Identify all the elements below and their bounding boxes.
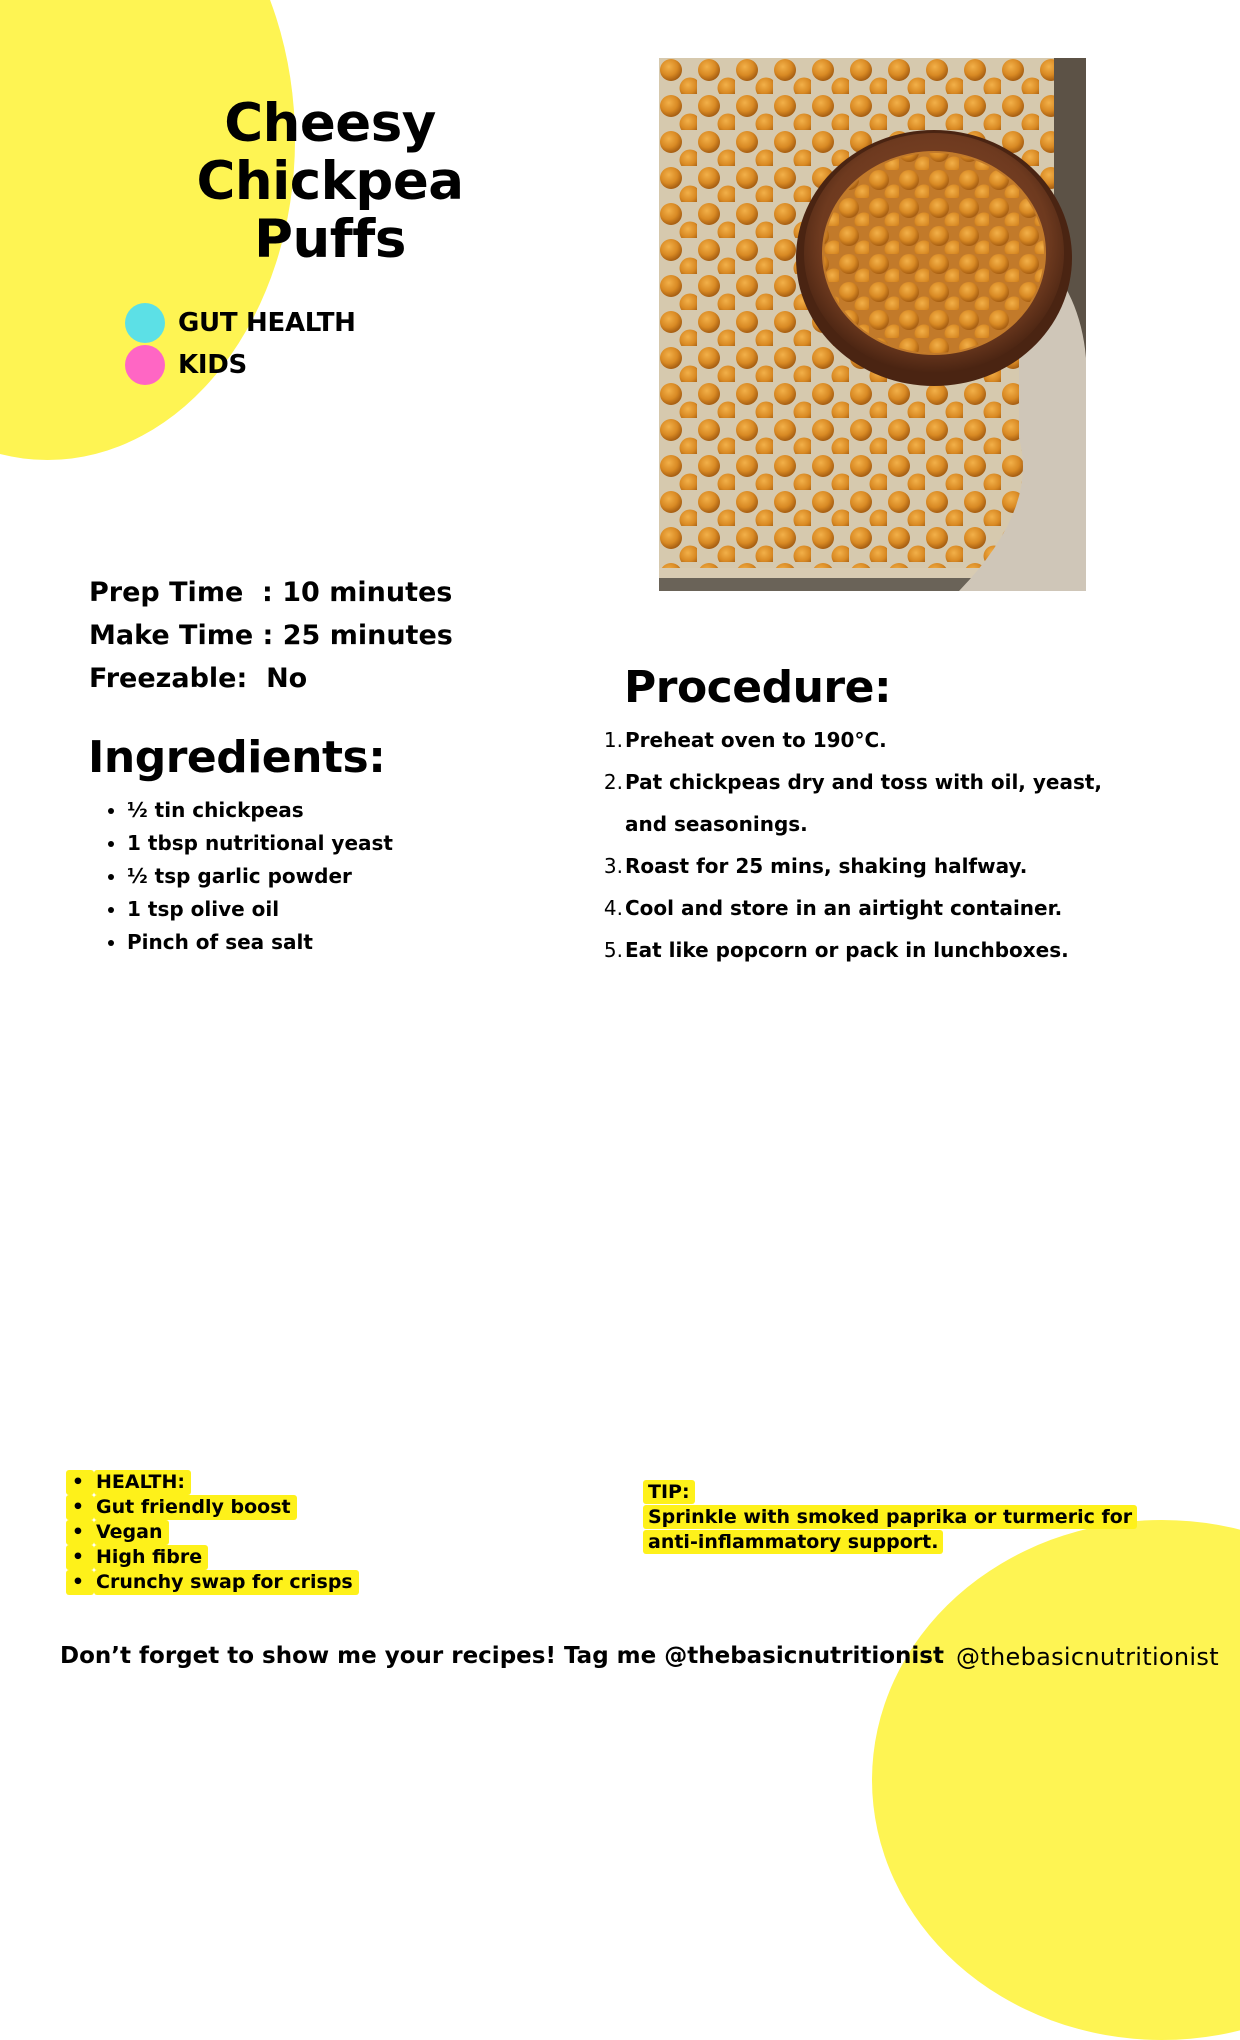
health-item [66, 1470, 359, 1495]
chickpea-photo [659, 58, 1086, 591]
procedure-step [603, 887, 1135, 929]
step-text: Eat like popcorn or pack in lunchboxes. [625, 938, 1069, 962]
health-text: HEALTH: [94, 1470, 191, 1495]
health-text: Vegan [94, 1520, 169, 1545]
recipe-meta [89, 571, 453, 700]
roasted-chickpeas-image [659, 58, 1086, 591]
health-text: Gut friendly boost [94, 1495, 297, 1520]
step-text: Pat chickpeas dry and toss with oil, yeast, and seasonings. [625, 770, 1103, 836]
ingredient-item: • 1 tsp olive oil [127, 893, 393, 926]
title-line-1: Cheesy Chickpea [196, 93, 464, 212]
prep-time: Prep Time : 10 minutes [89, 577, 453, 608]
step-text: Preheat oven to 190°C. [625, 728, 887, 752]
social-handle: @thebasicnutritionist [956, 1643, 1219, 1671]
step-number: 3. [603, 854, 623, 878]
tag-kids [125, 344, 356, 386]
tip-text: Sprinkle with smoked paprika or turmeric for anti-inflammatory support. [643, 1505, 1137, 1554]
tip-label: TIP: [643, 1480, 695, 1504]
tag-label: KIDS [178, 350, 247, 380]
procedure-step [603, 719, 1135, 761]
tip-box [643, 1480, 1163, 1555]
step-number: 4. [603, 896, 623, 920]
ingredient-item: • 1 tbsp nutritional yeast [127, 827, 393, 860]
bullet-icon: • [66, 1470, 94, 1495]
procedure-step [603, 929, 1135, 971]
health-item [66, 1570, 359, 1595]
bullet-icon: • [66, 1570, 94, 1595]
tag-label: GUT HEALTH [178, 308, 356, 338]
health-text: Crunchy swap for crisps [94, 1570, 359, 1595]
ingredients-heading: Ingredients: [88, 732, 386, 783]
pink-dot-icon [125, 345, 165, 385]
procedure-step [603, 845, 1135, 887]
step-text: Cool and store in an airtight container. [625, 896, 1063, 920]
ingredient-item: • ½ tsp garlic powder [127, 860, 393, 893]
make-time: Make Time : 25 minutes [89, 620, 453, 651]
procedure-step [603, 761, 1135, 845]
freezable: Freezable: No [89, 663, 308, 694]
title-line-2: Puffs [254, 209, 406, 270]
health-item [66, 1495, 359, 1520]
recipe-title [90, 95, 570, 269]
bullet-icon: • [66, 1545, 94, 1570]
health-list [66, 1470, 359, 1595]
bullet-icon: • [66, 1495, 94, 1520]
cyan-dot-icon [125, 303, 165, 343]
step-text: Roast for 25 mins, shaking halfway. [625, 854, 1028, 878]
ingredient-item: • Pinch of sea salt [127, 926, 393, 959]
procedure-list [603, 719, 1135, 971]
step-number: 1. [603, 728, 623, 752]
ingredient-item: • ½ tin chickpeas [127, 794, 393, 827]
step-number: 2. [603, 770, 623, 794]
ingredients-list [90, 794, 393, 959]
decorative-yellow-circle-bottom [872, 1520, 1240, 2040]
health-item [66, 1520, 359, 1545]
tag-gut-health [125, 302, 356, 344]
tag-list [125, 302, 356, 386]
bullet-icon: • [66, 1520, 94, 1545]
health-item [66, 1545, 359, 1570]
step-number: 5. [603, 938, 623, 962]
procedure-heading: Procedure: [624, 662, 892, 713]
health-text: High fibre [94, 1545, 208, 1570]
footer-callout: Don’t forget to show me your recipes! Tag me @thebasicnutritionist [60, 1643, 944, 1669]
